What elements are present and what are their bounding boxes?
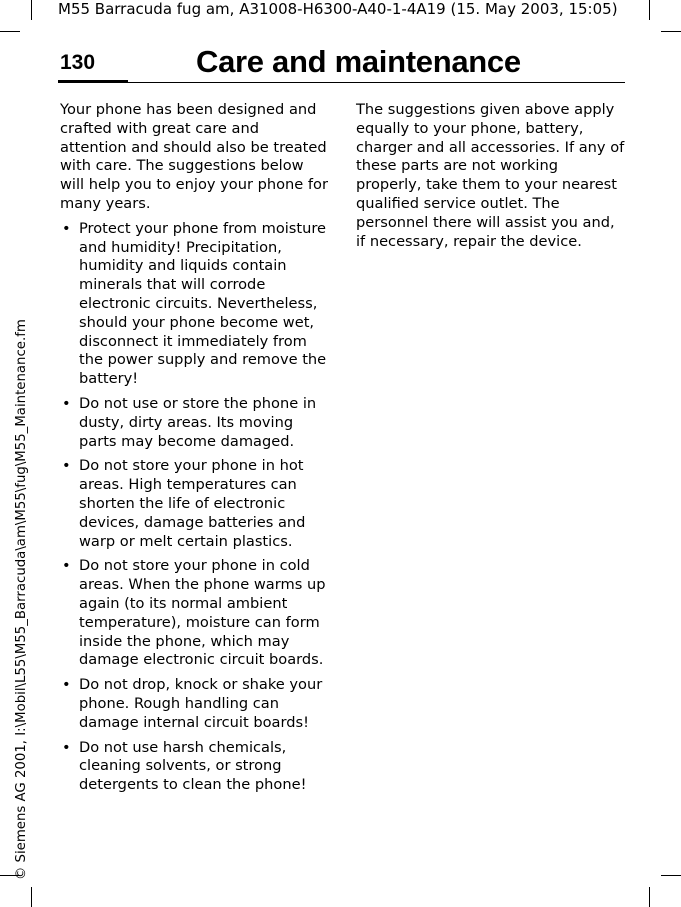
- running-header: M55 Barracuda fug am, A31008-H6300-A40-1-4A19 (15. May 2003, 15:05): [58, 0, 618, 18]
- bullet-icon: •: [62, 557, 71, 575]
- bullet-icon: •: [62, 394, 71, 412]
- crop-mark: [31, 887, 32, 907]
- list-item-text: Protect your phone from moisture and humidity! Precipitation, humidity and liquids contain minerals that will corrode electronic circuits. Nevertheless, should your phone become wet, disconnect it immediately from the power supply and remove the battery!: [79, 219, 327, 388]
- intro-paragraph: Your phone has been designed and crafted with great care and attention and should also be treated with care. The suggestions below will help you to enjoy your phone for many years.: [60, 101, 328, 212]
- crop-mark: [31, 0, 32, 20]
- right-column: [356, 101, 626, 257]
- bullet-icon: •: [62, 219, 71, 237]
- crop-mark: [0, 31, 20, 32]
- list-item: [60, 457, 328, 551]
- left-column: [60, 101, 328, 801]
- crop-mark: [649, 887, 650, 907]
- sidebar-file-path: © Siemens AG 2001, I:\Mobil\L55\M55_Barracuda\am\M55\fug\M55_Maintenance.fm: [14, 319, 29, 880]
- list-item-text: Do not store your phone in hot areas. High temperatures can shorten the life of electronic devices, damage batteries and warp or melt certain plastics.: [79, 457, 306, 550]
- bullet-icon: •: [62, 738, 71, 756]
- care-tips-list: [60, 220, 328, 795]
- list-item: [60, 395, 328, 451]
- list-item-text: Do not use harsh chemicals, cleaning solvents, or strong detergents to clean the phone!: [79, 738, 307, 794]
- closing-paragraph: The suggestions given above apply equally to your phone, battery, charger and all accessories. If any of these parts are not working properly, take them to your nearest qualified service outlet. The personnel there will assist you and, if necessary, repair the device.: [356, 101, 625, 250]
- list-item-text: Do not store your phone in cold areas. When the phone warms up again (to its normal ambient temperature), moisture can form inside the phone, which may damage electronic circuit boards.: [79, 557, 326, 669]
- bullet-icon: •: [62, 457, 71, 475]
- page-number: 130: [60, 51, 96, 74]
- list-item: [60, 220, 328, 389]
- crop-mark: [649, 0, 650, 20]
- list-item-text: Do not drop, knock or shake your phone. Rough handling can damage internal circuit boards!: [79, 676, 323, 731]
- list-item: [60, 739, 328, 795]
- crop-mark: [661, 31, 681, 32]
- page-number-underline: [58, 80, 128, 83]
- bullet-icon: •: [62, 676, 71, 694]
- title-rule: [128, 82, 625, 83]
- list-item: [60, 676, 328, 732]
- list-item: [60, 557, 328, 670]
- crop-mark: [661, 875, 681, 876]
- page-title: Care and maintenance: [196, 44, 521, 79]
- list-item-text: Do not use or store the phone in dusty, dirty areas. Its moving parts may become damaged.: [79, 394, 317, 450]
